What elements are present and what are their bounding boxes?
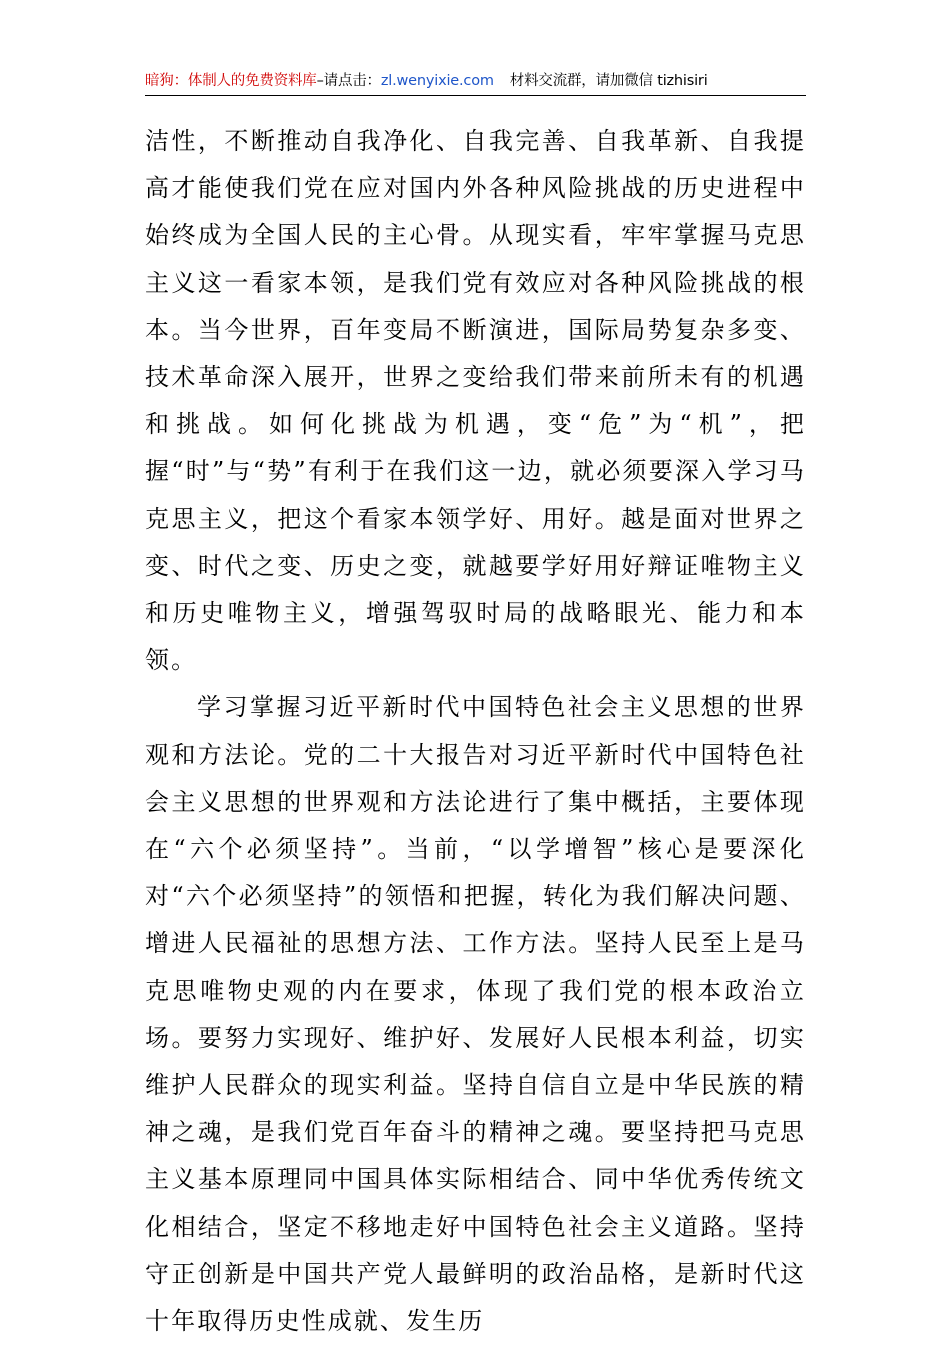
header-prompt-text: –请点击： [316, 73, 381, 89]
header-wechat-text: 材料交流群，请加微信 tizhisiri [509, 73, 708, 89]
header-brand-text: 暗狗：体制人的免费资料库 [145, 73, 317, 89]
paragraph-continued: 洁性，不断推动自我净化、自我完善、自我革新、自我提高才能使我们党在应对国内外各种风险挑战的历史进程中始终成为全国人民的主心骨。从现实看，牢牢掌握马克思主义这一看家本领，是我们党有效应对各种风险挑战的根本。当今世界，百年变局不断演进，国际局势复杂多变、技术革命深入展开，世界之变给我们带来前所未有的机遇和挑战。如何化挑战为机遇，变“危”为“机”，把握“时”与“势”有利于在我们这一边，就必须要深入学习马克思主义，把这个看家本领学好、用好。越是面对世界之变、时代之变、历史之变，就越要学好用好辩证唯物主义和历史唯物主义，增强驾驭时局的战略眼光、能力和本领。 [145, 127, 806, 675]
header-divider [145, 95, 806, 96]
header-site-link[interactable]: zl.wenyixie.com [380, 73, 494, 89]
paragraph-worldview-methodology: 学习掌握习近平新时代中国特色社会主义思想的世界观和方法论。党的二十大报告对习近平新时代中国特色社会主义思想的世界观和方法论进行了集中概括，主要体现在“六个必须坚持”。当前，“以学增智”核心是要深化对“六个必须坚持”的领悟和把握，转化为我们解决问题、增进人民福祉的思想方法、工作方法。坚持人民至上是马克思唯物史观的内在要求，体现了我们党的根本政治立场。要努力实现好、维护好、发展好人民根本利益，切实维护人民群众的现实利益。坚持自信自立是中华民族的精神之魂，是我们党百年奋斗的精神之魂。要坚持把马克思主义基本原理同中国具体实际相结合、同中华优秀传统文化相结合，坚定不移地走好中国特色社会主义道路。坚持守正创新是中国共产党人最鲜明的政治品格，是新时代这十年取得历史性成就、发生历 [145, 693, 806, 1336]
document-body [145, 118, 806, 1345]
page-header [145, 68, 806, 94]
